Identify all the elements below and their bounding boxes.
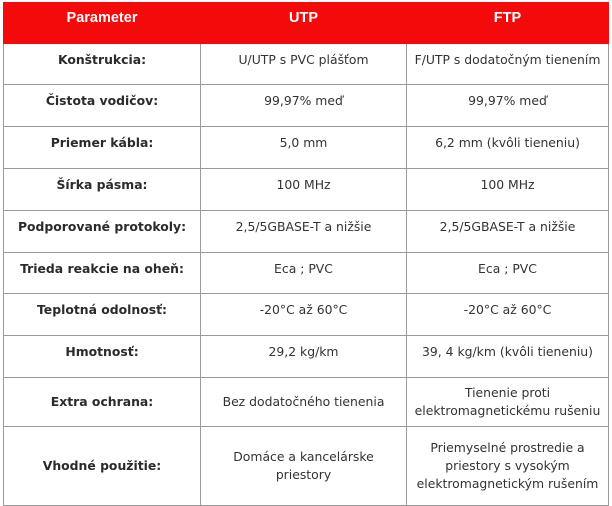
row-utp-value: U/UTP s PVC plášťom [201,44,407,85]
row-parameter: Konštrukcia: [4,44,201,85]
row-ftp-value: -20°C až 60°C [407,294,609,336]
row-ftp-value: F/UTP s dodatočným tienením [407,44,609,85]
row-parameter: Teplotná odolnosť: [4,294,201,336]
row-utp-value: 2,5/5GBASE-T a nižšie [201,211,407,253]
row-ftp-value: 100 MHz [407,169,609,211]
row-utp-value: 29,2 kg/km [201,336,407,378]
row-parameter: Podporované protokoly: [4,211,201,253]
row-parameter: Šírka pásma: [4,169,201,211]
table-row [4,44,609,85]
row-ftp-value: 39, 4 kg/km (kvôli tieneniu) [407,336,609,378]
row-ftp-value: Tienenie proti elektromagnetickému rušeniu [407,378,609,427]
table-row [4,336,609,378]
row-ftp-value: Eca ; PVC [407,253,609,294]
header-parameter: Parameter [4,3,201,44]
row-parameter: Čistota vodičov: [4,85,201,127]
table-row [4,85,609,127]
table-row [4,253,609,294]
row-ftp-value: 99,97% meď [407,85,609,127]
row-parameter: Trieda reakcie na oheň: [4,253,201,294]
table-row [4,294,609,336]
table-row [4,127,609,169]
row-utp-value: 100 MHz [201,169,407,211]
table-row [4,169,609,211]
comparison-table-container [3,2,609,506]
table-row [4,378,609,427]
header-ftp: FTP [407,3,609,44]
row-utp-value: 99,97% meď [201,85,407,127]
comparison-table [3,2,609,506]
table-row [4,427,609,506]
table-header-row [4,3,609,44]
table-row [4,211,609,253]
row-utp-value: 5,0 mm [201,127,407,169]
row-parameter: Hmotnosť: [4,336,201,378]
row-utp-value: Domáce a kancelárske priestory [201,427,407,506]
row-parameter: Extra ochrana: [4,378,201,427]
row-parameter: Vhodné použitie: [4,427,201,506]
row-ftp-value: Priemyselné prostredie a priestory s vysokým elektromagnetickým rušením [407,427,609,506]
row-ftp-value: 2,5/5GBASE-T a nižšie [407,211,609,253]
row-ftp-value: 6,2 mm (kvôli tieneniu) [407,127,609,169]
row-utp-value: -20°C až 60°C [201,294,407,336]
header-utp: UTP [201,3,407,44]
row-parameter: Priemer kábla: [4,127,201,169]
row-utp-value: Bez dodatočného tienenia [201,378,407,427]
row-utp-value: Eca ; PVC [201,253,407,294]
